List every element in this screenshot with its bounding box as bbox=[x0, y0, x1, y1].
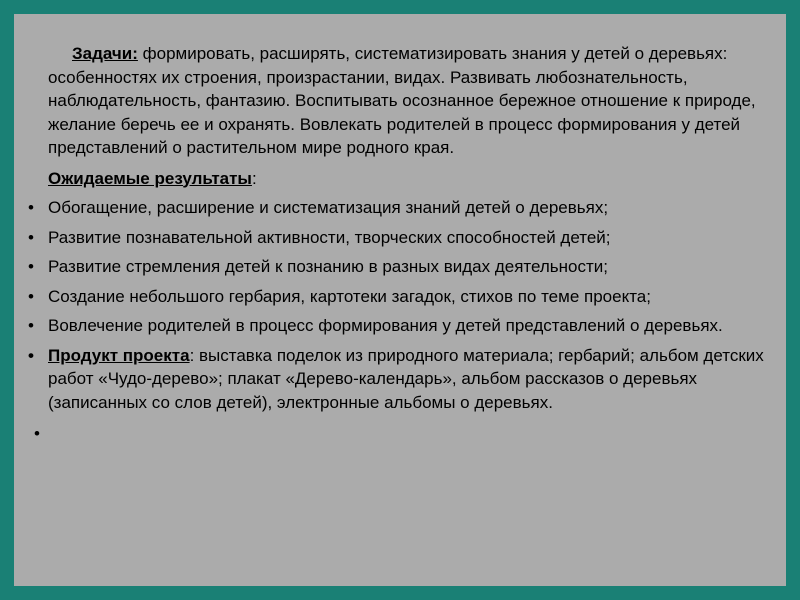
tasks-heading: Задачи: bbox=[72, 44, 138, 63]
results-item-3: • Развитие стремления детей к познанию в разных видах деятельности; bbox=[22, 255, 778, 279]
slide-panel bbox=[14, 14, 786, 586]
results-heading-line bbox=[22, 167, 778, 191]
results-item-4: • Создание небольшого гербария, картотеки загадок, стихов по теме проекта; bbox=[22, 285, 778, 309]
results-item-5: • Вовлечение родителей в процесс формирования у детей представлений о деревьях. bbox=[22, 314, 778, 338]
product-paragraph bbox=[22, 344, 778, 415]
results-item-2: • Развитие познавательной активности, творческих способностей детей; bbox=[22, 226, 778, 250]
empty-bullet bbox=[22, 422, 778, 446]
results-item-1: • Обогащение, расширение и систематизация знаний детей о деревьях; bbox=[22, 196, 778, 220]
product-heading: Продукт проекта bbox=[48, 345, 190, 365]
tasks-text: формировать, расширять, систематизировать знания у детей о деревьях: особенностях их строения, произрастании, видах. Развивать любознательность, наблюдательность, фантазию. Воспитывать осознанное бережное отношение к природе, желание беречь ее и охранять. Вовлекать родителей в процесс формирования у детей представлений о растительном мире родного края. bbox=[48, 44, 756, 157]
product-text: : выставка поделок из природного материала; гербарий; альбом детских работ «Чудо-дерево»; плакат «Дерево-календарь», альбом рассказов о деревьях (записанных со слов детей), электронные альбомы о деревьях. bbox=[48, 345, 764, 412]
results-colon: : bbox=[251, 168, 257, 188]
slide-content bbox=[22, 42, 778, 446]
results-heading: Ожидаемые результаты bbox=[48, 168, 252, 188]
tasks-paragraph bbox=[22, 42, 778, 160]
